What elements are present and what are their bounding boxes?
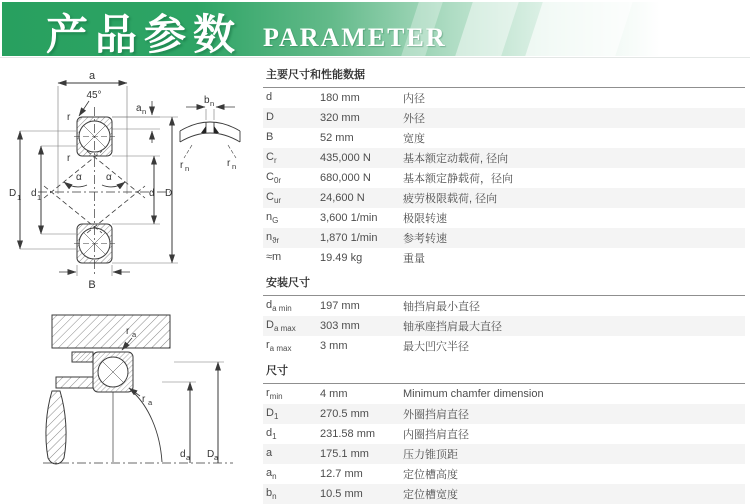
param-value: 12.7 mm [320,468,363,480]
param-symbol: a [266,446,273,459]
param-value: 3,600 1/min [320,212,378,224]
param-value: 231.58 mm [320,428,376,440]
param-description: 内径 [403,93,425,105]
header-divider [0,57,750,58]
param-symbol: $C_{ur}$ [266,190,282,206]
param-symbol: B [266,130,274,143]
param-description: 宽度 [403,133,425,145]
dim-label-alpha-left: α [76,172,82,183]
table-row [263,464,745,484]
svg-text:n: n [232,162,237,171]
param-symbol: $d_{a min}$ [266,298,292,314]
param-description: 基本额定动载荷, 径向 [403,153,509,165]
param-value: 24,600 N [320,192,365,204]
param-value: 175.1 mm [320,448,369,460]
svg-text:1: 1 [37,193,42,202]
table-row [263,336,745,356]
table-row [263,148,745,168]
param-symbol: $d_1$ [266,426,277,442]
svg-text:n: n [185,164,190,173]
param-description: 基本额定静载荷，径向 [403,173,513,185]
param-description: 定位槽宽度 [403,489,458,501]
svg-text:a: a [148,398,153,407]
svg-text:1: 1 [17,193,22,202]
svg-text:a: a [186,453,191,462]
param-value: 680,000 N [320,172,371,184]
section-header-mounting-dimensions: 安装尺寸 [263,268,745,296]
dim-label-ra-bottom: r [142,394,146,405]
param-symbol: $D_1$ [266,406,279,422]
param-value: 197 mm [320,300,360,312]
param-symbol: $r_{a max}$ [266,338,292,354]
dim-label-rn-right: r [227,158,231,169]
dim-label-B: B [88,279,96,291]
param-value: 303 mm [320,320,360,332]
dim-label-d1: d [31,188,37,199]
table-row [263,188,745,208]
table-row [263,484,745,504]
svg-text:n: n [210,99,215,108]
svg-text:n: n [142,107,147,116]
param-symbol: D [266,110,274,123]
param-symbol: $n_G$ [266,210,279,226]
table-row [263,228,745,248]
param-description: 轴挡肩最小直径 [403,301,480,313]
table-row [263,296,745,316]
dim-label-r-top: r [67,112,71,123]
param-description: 疲劳极限载荷, 径向 [403,193,498,205]
dim-label-r-bottom: r [67,153,71,164]
page-header [2,2,750,56]
page-title-en: PARAMETER [263,23,447,52]
param-symbol: $n_{ϑr}$ [266,230,280,246]
mounting-section-drawing [8,296,253,486]
dim-label-bn: b [204,95,210,106]
dim-label-ra-top: r [126,326,130,337]
table-row [263,248,745,268]
param-value: 180 mm [320,92,360,104]
param-description: 压力锥顶距 [403,449,458,461]
param-description: 定位槽高度 [403,469,458,481]
param-value: 52 mm [320,132,354,144]
param-description: 外径 [403,113,425,125]
dim-label-a: a [88,70,96,82]
dim-label-alpha-right: α [106,172,112,183]
param-symbol: $a_n$ [266,466,277,482]
dim-label-an: a [136,103,142,114]
dim-label-45deg: 45° [86,90,102,101]
banner-stripe [524,2,635,56]
dim-label-D1: D [9,188,17,199]
dim-label-d: d [149,188,155,199]
param-symbol: $b_n$ [266,486,277,502]
table-row [263,316,745,336]
param-symbol: d [266,90,273,103]
dim-label-rn-left: r [180,160,184,171]
param-value: 320 mm [320,112,360,124]
table-row [263,128,745,148]
table-row [263,404,745,424]
param-description: Minimum chamfer dimension [403,388,544,400]
param-value: 3 mm [320,340,348,352]
param-description: 最大凹穴半径 [403,341,469,353]
param-description: 参考转速 [403,233,447,245]
param-description: 轴承座挡肩最大直径 [403,321,502,333]
four-point-bearing-drawing [8,61,253,294]
param-symbol: $r_{min}$ [266,386,283,402]
param-value: 1,870 1/min [320,232,378,244]
table-row [263,384,745,404]
svg-text:a: a [214,453,219,462]
parameter-table [263,60,745,504]
param-symbol: ≈m [266,250,282,263]
param-value: 435,000 N [320,152,371,164]
param-value: 270.5 mm [320,408,369,420]
param-description: 内圈挡肩直径 [403,429,469,441]
svg-text:a: a [132,330,137,339]
dim-label-Da: D [207,449,215,460]
table-row [263,168,745,188]
section-header-dimensions: 尺寸 [263,356,745,384]
table-row [263,424,745,444]
dim-label-da: d [180,449,186,460]
param-value: 4 mm [320,388,348,400]
param-value: 10.5 mm [320,488,363,500]
param-description: 极限转速 [403,213,447,225]
dim-label-D: D [165,188,173,199]
param-description: 外圈挡肩直径 [403,409,469,421]
param-symbol: $C_{0r}$ [266,170,282,186]
param-symbol: $C_r$ [266,150,277,166]
param-value: 19.49 kg [320,252,363,264]
page-title-cn: 产品参数 [46,11,243,56]
table-row [263,208,745,228]
table-row [263,444,745,464]
table-row [263,108,745,128]
table-row [263,88,745,108]
param-description: 重量 [403,253,425,265]
param-symbol: $D_{a max}$ [266,318,296,334]
section-header-main-dimensions: 主要尺寸和性能数据 [263,60,745,88]
banner-stripe [454,2,521,56]
